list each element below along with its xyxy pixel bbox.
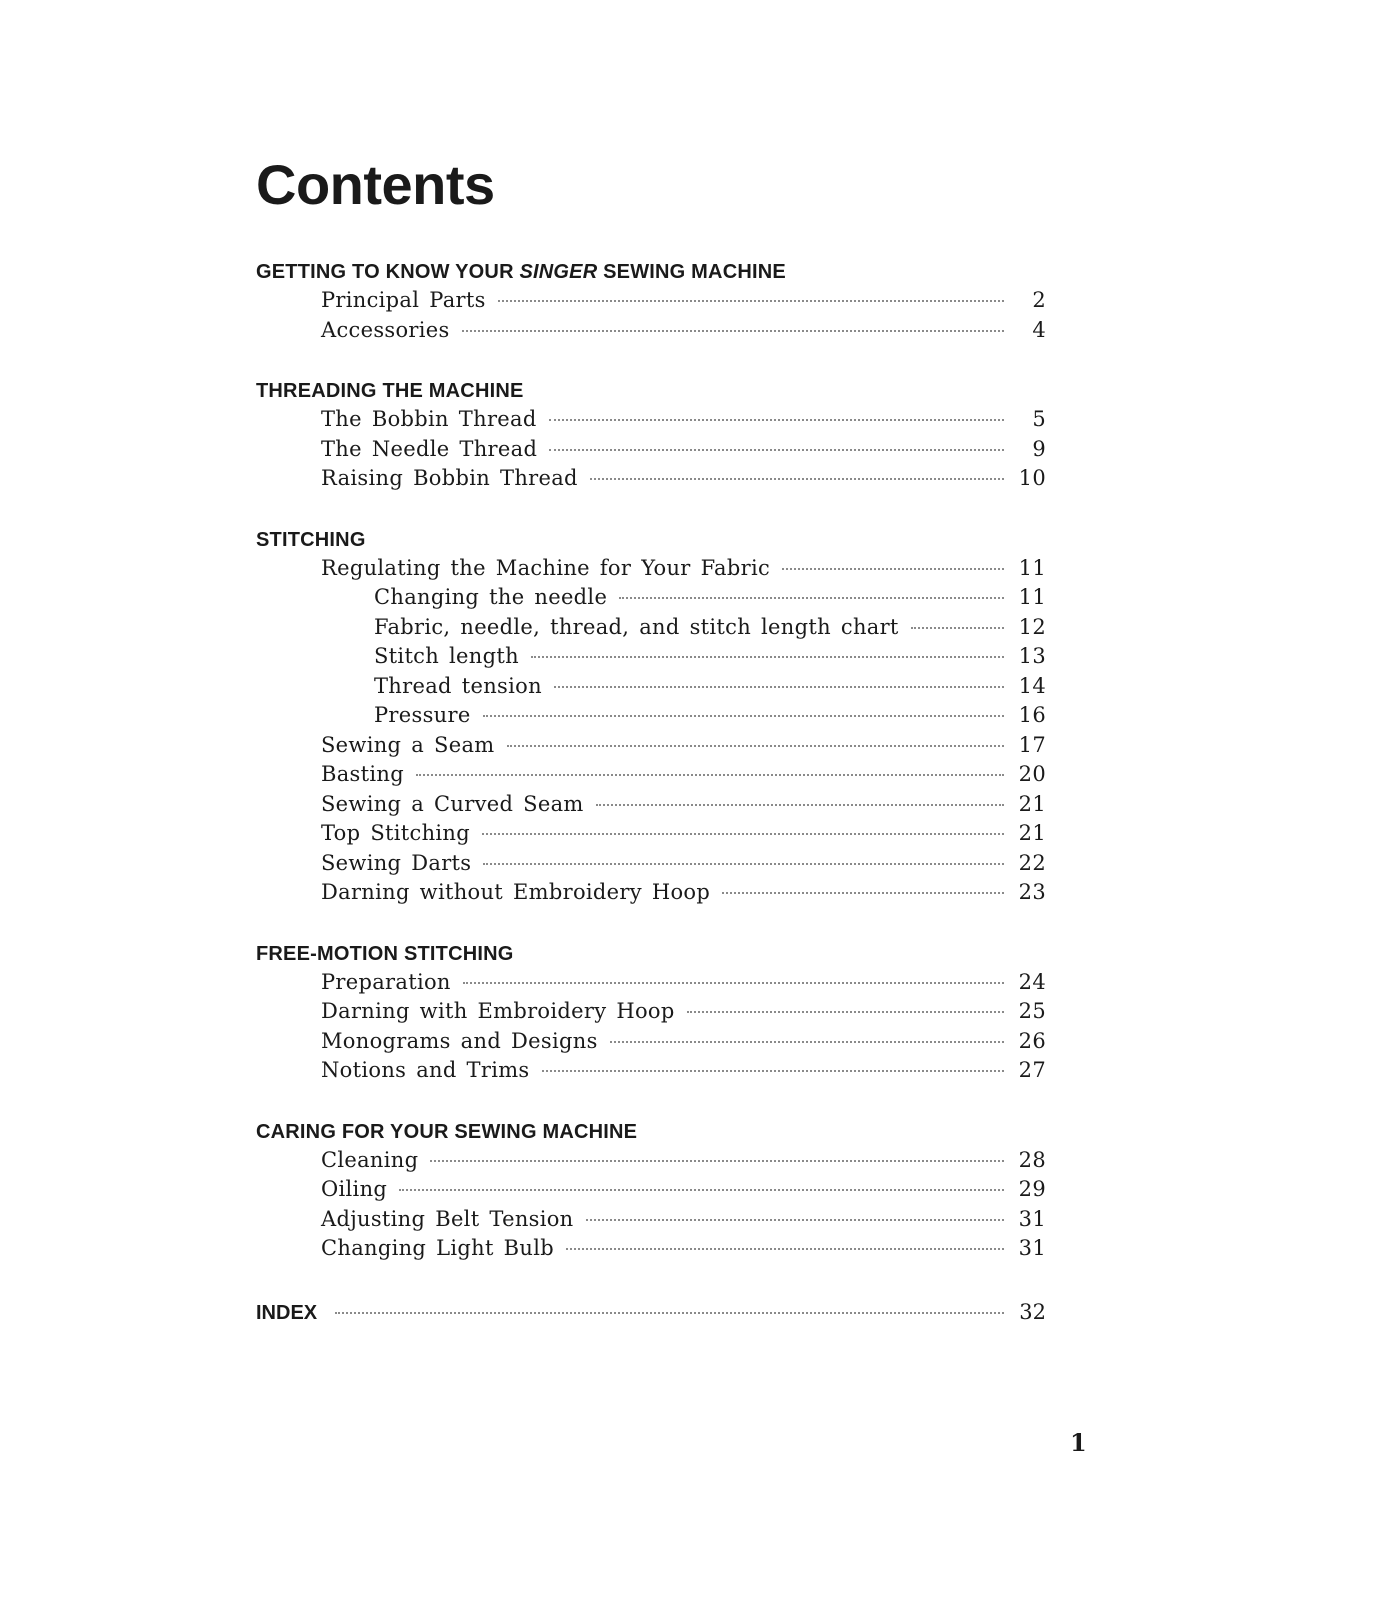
section-heading-part: STITCHING xyxy=(256,528,366,551)
entry-page-number: 9 xyxy=(1032,436,1046,461)
section-heading xyxy=(256,940,1046,968)
toc-section xyxy=(256,258,1046,345)
toc-entry[interactable] xyxy=(256,464,1046,494)
page-title: Contents xyxy=(256,153,495,216)
section-heading-part: GETTING TO KNOW YOUR xyxy=(256,261,520,283)
section-heading xyxy=(256,377,1046,405)
dot-leader xyxy=(462,330,1004,332)
toc-entry[interactable] xyxy=(256,760,1046,790)
toc-entry[interactable] xyxy=(256,1056,1046,1086)
entry-page-number: 26 xyxy=(1018,1028,1046,1053)
toc-entry[interactable] xyxy=(256,819,1046,849)
entry-page-number: 5 xyxy=(1032,407,1046,431)
toc-index-entry[interactable] xyxy=(256,1296,1046,1328)
dot-leader xyxy=(596,804,1004,806)
dot-leader xyxy=(722,892,1004,894)
toc-entry[interactable] xyxy=(256,583,1046,613)
dot-leader xyxy=(416,774,1004,776)
entry-page-number: 21 xyxy=(1018,791,1046,816)
dot-leader xyxy=(335,1312,1004,1314)
entry-page-number: 21 xyxy=(1018,821,1046,845)
section-heading-part: CARING FOR YOUR SEWING MACHINE xyxy=(256,1120,638,1143)
section-heading-part: SEWING MACHINE xyxy=(597,261,786,283)
toc-section xyxy=(256,1118,1046,1264)
dot-leader xyxy=(590,478,1004,480)
entry-title: Oiling xyxy=(321,1177,388,1201)
dot-leader xyxy=(619,597,1004,599)
dot-leader xyxy=(531,656,1004,658)
entry-title: Darning without Embroidery Hoop xyxy=(321,880,711,904)
entry-title: Monograms and Designs xyxy=(321,1028,598,1053)
toc-entry[interactable] xyxy=(256,1234,1046,1264)
dot-leader xyxy=(549,449,1004,451)
toc-entry[interactable] xyxy=(256,1146,1046,1176)
index-page-number: 32 xyxy=(1019,1299,1046,1324)
dot-leader xyxy=(911,627,1004,629)
entry-title: Preparation xyxy=(321,969,451,994)
entry-page-number: 22 xyxy=(1018,850,1046,875)
toc-section xyxy=(256,526,1046,908)
entry-page-number: 10 xyxy=(1018,466,1046,490)
entry-title: Sewing a Seam xyxy=(321,732,495,757)
entry-title: Sewing Darts xyxy=(321,850,472,875)
dot-leader xyxy=(554,686,1004,688)
entry-title: The Needle Thread xyxy=(321,436,538,461)
entry-title: Basting xyxy=(321,762,404,786)
entry-title: Accessories xyxy=(321,317,450,342)
section-heading xyxy=(256,526,1046,554)
dot-leader xyxy=(549,419,1004,421)
toc-entry[interactable] xyxy=(256,286,1046,316)
toc-entry[interactable] xyxy=(256,1175,1046,1205)
toc-entry[interactable] xyxy=(256,316,1046,346)
entry-page-number: 2 xyxy=(1032,288,1046,312)
entry-page-number: 11 xyxy=(1018,585,1046,609)
entry-title: Fabric, needle, thread, and stitch length chart xyxy=(374,614,899,639)
entry-title: Sewing a Curved Seam xyxy=(321,791,584,816)
toc-entry[interactable] xyxy=(256,1027,1046,1057)
entry-title: The Bobbin Thread xyxy=(321,407,537,431)
dot-leader xyxy=(586,1219,1004,1221)
entry-title: Raising Bobbin Thread xyxy=(321,466,578,490)
toc-entry[interactable] xyxy=(256,790,1046,820)
dot-leader xyxy=(399,1189,1004,1191)
section-heading xyxy=(256,258,1046,286)
toc-entry[interactable] xyxy=(256,435,1046,465)
toc-entry[interactable] xyxy=(256,701,1046,731)
toc-entry[interactable] xyxy=(256,731,1046,761)
toc-entry[interactable] xyxy=(256,997,1046,1027)
entry-page-number: 23 xyxy=(1018,880,1046,904)
section-heading-part: FREE-MOTION STITCHING xyxy=(256,942,514,965)
entry-title: Regulating the Machine for Your Fabric xyxy=(321,555,771,580)
toc-entry[interactable] xyxy=(256,849,1046,879)
dot-leader xyxy=(498,300,1004,302)
entry-page-number: 14 xyxy=(1018,673,1046,698)
entry-title: Changing Light Bulb xyxy=(321,1236,554,1260)
toc-entry[interactable] xyxy=(256,878,1046,908)
entry-page-number: 31 xyxy=(1018,1236,1046,1260)
section-heading-part: SINGER xyxy=(519,261,598,283)
entry-page-number: 11 xyxy=(1018,555,1046,580)
entry-page-number: 13 xyxy=(1018,644,1046,668)
toc-entry[interactable] xyxy=(256,554,1046,584)
section-heading-part: THREADING THE MACHINE xyxy=(256,380,524,402)
dot-leader xyxy=(687,1011,1004,1013)
entry-page-number: 20 xyxy=(1018,762,1046,786)
table-of-contents xyxy=(256,258,1046,1328)
dot-leader xyxy=(483,715,1004,717)
entry-title: Pressure xyxy=(374,703,471,727)
page-number: 1 xyxy=(1070,1428,1087,1457)
entry-page-number: 12 xyxy=(1018,614,1046,639)
dot-leader xyxy=(463,982,1004,984)
entry-title: Principal Parts xyxy=(321,288,486,312)
toc-sections xyxy=(256,258,1046,1264)
entry-page-number: 17 xyxy=(1018,732,1046,757)
entry-title: Adjusting Belt Tension xyxy=(321,1206,574,1231)
entry-title: Thread tension xyxy=(374,673,542,698)
entry-page-number: 27 xyxy=(1018,1058,1046,1082)
entry-page-number: 24 xyxy=(1018,969,1046,994)
toc-entry[interactable] xyxy=(256,1205,1046,1235)
dot-leader xyxy=(482,833,1004,835)
toc-entry[interactable] xyxy=(256,672,1046,702)
entry-title: Notions and Trims xyxy=(321,1058,530,1082)
toc-entry[interactable] xyxy=(256,968,1046,998)
section-heading xyxy=(256,1118,1046,1146)
toc-entry[interactable] xyxy=(256,642,1046,672)
dot-leader xyxy=(566,1248,1004,1250)
entry-page-number: 25 xyxy=(1018,999,1046,1023)
dot-leader xyxy=(782,568,1004,570)
entry-page-number: 16 xyxy=(1018,703,1046,727)
dot-leader xyxy=(430,1160,1004,1162)
toc-entry[interactable] xyxy=(256,613,1046,643)
toc-entry[interactable] xyxy=(256,405,1046,435)
dot-leader xyxy=(507,745,1005,747)
index-label: INDEX xyxy=(256,1301,318,1324)
entry-page-number: 31 xyxy=(1018,1206,1046,1231)
entry-page-number: 29 xyxy=(1018,1177,1046,1201)
entry-title: Darning with Embroidery Hoop xyxy=(321,999,675,1023)
entry-page-number: 28 xyxy=(1018,1147,1046,1172)
dot-leader xyxy=(483,863,1004,865)
toc-section xyxy=(256,377,1046,494)
entry-page-number: 4 xyxy=(1032,317,1046,342)
toc-section xyxy=(256,940,1046,1086)
dot-leader xyxy=(542,1070,1004,1072)
entry-title: Stitch length xyxy=(374,644,519,668)
entry-title: Changing the needle xyxy=(374,585,608,609)
dot-leader xyxy=(610,1041,1004,1043)
entry-title: Cleaning xyxy=(321,1147,419,1172)
entry-title: Top Stitching xyxy=(321,821,470,845)
